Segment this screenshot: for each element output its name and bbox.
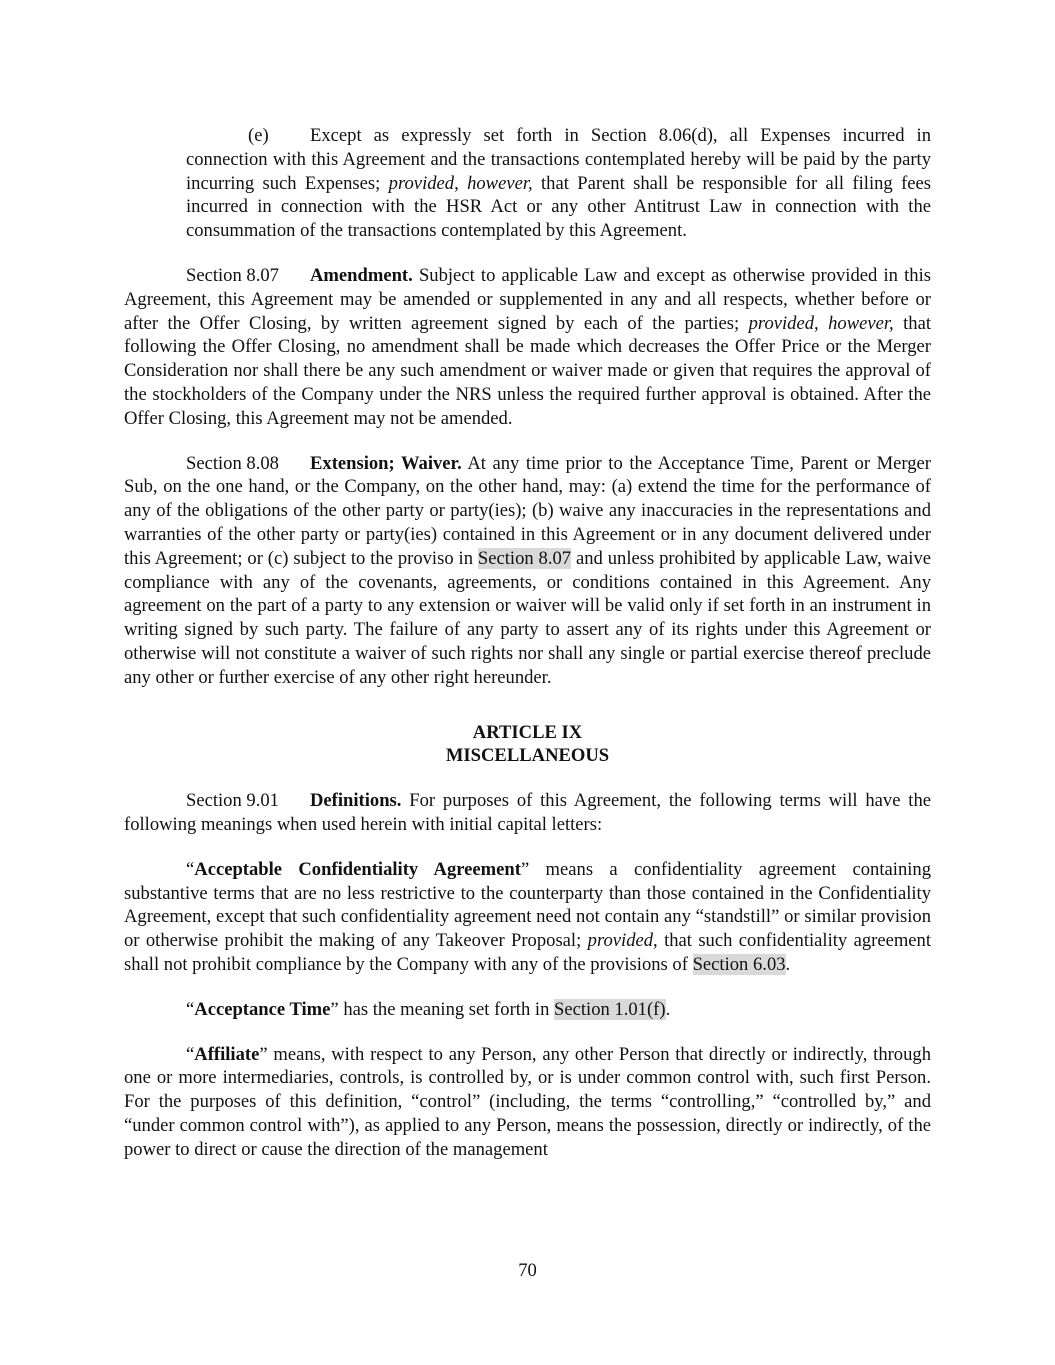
section-9-01: Section 9.01 Definitions. For purposes of this Agreement, the following terms will have the following meanings when used herein with initial capital letters: (124, 790, 931, 835)
section-number: Section 8.07 (186, 264, 279, 286)
definition-acceptance-time: “Acceptance Time” has the meaning set forth in Section 1.01(f). (186, 998, 671, 1020)
paragraph-label: (e) (248, 125, 269, 146)
section-number: Section 9.01 (186, 790, 279, 812)
article-number: ARTICLE IX (472, 721, 583, 743)
page-number: 70 (518, 1260, 537, 1281)
section-8-08: Section 8.08 Extension; Waiver. At any time prior to the Acceptance Time, Parent or Merger Sub, on the one hand, or the Company, on the other hand, may: (a) extend the time for the performance of any of the obligations of the other party or party(ies); (b) waive any inaccuracies in the representations and warranties of the other party or party(ies) contained in this Agreement or in any document delivered under this Agreement; or (c) subject to the proviso in Section 8.07 and unless prohibited by applicable Law, waive compliance with any of the covenants, agreements, or conditions contained in this Agreement. Any agreement on the part of a party to any extension or waiver will be valid only if set forth in an instrument in writing signed by such party. The failure of any party to assert any of its rights under this Agreement or otherwise will not constitute a waiver of such rights nor shall any single or partial exercise thereof preclude any other or further exercise of any other right hereunder. (124, 452, 932, 688)
section-title: Extension; Waiver. (310, 452, 462, 474)
defined-term: Affiliate (194, 1043, 260, 1065)
article-heading (124, 721, 931, 769)
document-page (124, 124, 931, 1161)
definition-acceptable-confidentiality-agreement: “Acceptable Confidentiality Agreement” means a confidentiality agreement containing substantive terms that are no less restrictive to the counterparty than those contained in the Confidentiality Agreement, except that such confidentiality agreement need not contain any “standstill” or similar provision or otherwise prohibit the making of any Takeover Proposal; provided, that such confidentiality agreement shall not prohibit compliance by the Company with any of the provisions of Section 6.03. (124, 858, 932, 975)
section-8-07: Section 8.07 Amendment. Subject to applicable Law and except as otherwise provided in this Agreement, this Agreement may be amended or supplemented in any and all respects, whether before or after the Offer Closing, by written agreement signed by each of the parties; provided, however, that following the Offer Closing, no amendment shall be made which decreases the Offer Price or the Merger Consideration nor shall there be any such amendment or waiver made or given that requires the approval of the stockholders of the Company under the NRS unless the required further approval is obtained. After the Offer Closing, this Agreement may not be amended. (124, 264, 931, 429)
cross-reference-link[interactable]: Section 8.07 (477, 547, 572, 569)
paragraph-e-text: (e) Except as expressly set forth in Section 8.06(d), all Expenses incurred in connection with this Agreement and the transactions contemplated hereby will be paid by the party incurring such Expenses; provided, however, that Parent shall be responsible for all filing fees incurred in connection with the HSR Act or any other Antitrust Law in connection with the consummation of the transactions contemplated by this Agreement. (186, 125, 931, 242)
cross-reference-link[interactable]: Section 6.03 (692, 953, 786, 975)
section-number: Section 8.08 (186, 452, 279, 474)
section-title: Definitions. (310, 790, 402, 812)
defined-term: Acceptable Confidentiality Agreement (194, 858, 521, 880)
paragraph-e (186, 124, 931, 243)
section-title: Amendment. (310, 264, 413, 286)
defined-term: Acceptance Time (194, 998, 331, 1020)
definition-affiliate: “Affiliate” means, with respect to any Person, any other Person that directly or indirectly, through one or more intermediaries, controls, is controlled by, or is under common control with, such first Person. For the purposes of this definition, “control” (including, the terms “controlling,” “controlled by,” and “under common control with”), as applied to any Person, means the possession, directly or indirectly, of the power to direct or cause the direction of the management (124, 1043, 931, 1160)
article-title: MISCELLANEOUS (445, 745, 610, 767)
cross-reference-link[interactable]: Section 1.01(f) (554, 998, 666, 1020)
